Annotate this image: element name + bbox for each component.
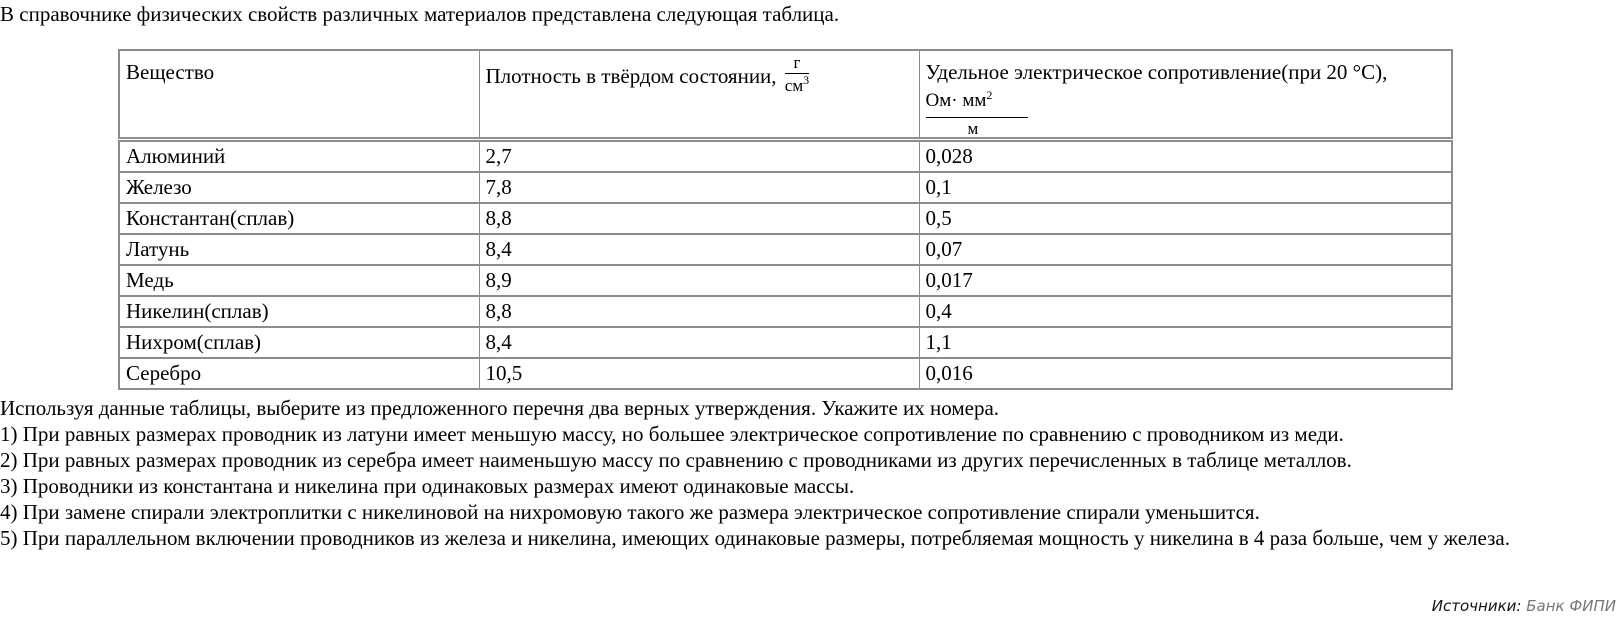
cell-resistivity: 0,07 xyxy=(919,234,1452,265)
table-row xyxy=(119,234,1452,265)
source-link[interactable]: Банк ФИПИ xyxy=(1526,597,1616,615)
source-label: Источники: xyxy=(1431,597,1522,615)
materials-properties-table xyxy=(118,49,1453,390)
cell-resistivity: 0,016 xyxy=(919,358,1452,389)
resistivity-unit-num-base: Ом· мм xyxy=(925,90,987,111)
table-header-row xyxy=(119,50,1452,140)
resistivity-unit-num-exp: 2 xyxy=(986,88,993,102)
table-row xyxy=(119,296,1452,327)
intro-text: В справочнике физических свойств различных материалов представлена следующая таблица. xyxy=(0,2,840,26)
density-unit-fraction xyxy=(785,54,809,94)
cell-density: 7,8 xyxy=(479,172,919,203)
cell-density: 8,9 xyxy=(479,265,919,296)
statement-5: 5) При параллельном включении проводников из железа и никелина, имеющих одинаковые размеры, потребляемая мощность у никелина в 4 раза больше, чем у железа. xyxy=(0,526,1510,550)
cell-density: 8,4 xyxy=(479,234,919,265)
cell-density: 10,5 xyxy=(479,358,919,389)
density-unit-den-exp: 3 xyxy=(803,73,810,87)
cell-resistivity: 0,1 xyxy=(919,172,1452,203)
header-density-label: Плотность в твёрдом состоянии, xyxy=(485,63,782,88)
cell-density: 8,4 xyxy=(479,327,919,358)
header-resistivity-label: Удельное электрическое сопротивление(при 20 °C), xyxy=(925,60,1388,84)
statement-2: 2) При равных размерах проводник из серебра имеет наименьшую массу по сравнению с проводниками из других перечисленных в таблице металлов. xyxy=(0,448,1352,472)
table-row xyxy=(119,265,1452,296)
task-prompt: Используя данные таблицы, выберите из предложенного перечня два верных утверждения. Укажите их номера. xyxy=(0,396,1000,420)
density-unit-denominator xyxy=(785,74,809,94)
statement-3: 3) Проводники из константана и никелина при одинаковых размерах имеют одинаковые массы. xyxy=(0,474,855,498)
table-row xyxy=(119,140,1452,173)
resistivity-unit-denominator: м xyxy=(967,119,979,138)
table-row xyxy=(119,203,1452,234)
cell-substance: Нихром(сплав) xyxy=(119,327,479,358)
cell-substance: Железо xyxy=(119,172,479,203)
table-row xyxy=(119,358,1452,389)
header-substance: Вещество xyxy=(119,50,479,140)
cell-substance: Латунь xyxy=(119,234,479,265)
cell-density: 8,8 xyxy=(479,296,919,327)
table-row xyxy=(119,327,1452,358)
cell-density: 2,7 xyxy=(479,140,919,173)
header-resistivity xyxy=(919,50,1452,140)
cell-substance: Медь xyxy=(119,265,479,296)
density-unit-numerator: г xyxy=(785,54,809,74)
resistivity-unit-numerator xyxy=(926,87,1028,118)
source-attribution xyxy=(1432,597,1616,615)
cell-resistivity: 0,017 xyxy=(919,265,1452,296)
cell-resistivity: 0,028 xyxy=(919,140,1452,173)
cell-substance: Серебро xyxy=(119,358,479,389)
statement-4: 4) При замене спирали электроплитки с никелиновой на нихромовую такого же размера электрическое сопротивление спирали уменьшится. xyxy=(0,500,1260,524)
header-density xyxy=(479,50,919,140)
cell-substance: Никелин(сплав) xyxy=(119,296,479,327)
cell-substance: Алюминий xyxy=(119,140,479,173)
cell-substance: Константан(сплав) xyxy=(119,203,479,234)
resistivity-unit-fraction xyxy=(926,87,1446,137)
cell-resistivity: 0,5 xyxy=(919,203,1452,234)
cell-density: 8,8 xyxy=(479,203,919,234)
cell-resistivity: 0,4 xyxy=(919,296,1452,327)
cell-resistivity: 1,1 xyxy=(919,327,1452,358)
density-unit-den-base: см xyxy=(784,76,804,95)
task-section xyxy=(0,395,1560,551)
statement-1: 1) При равных размерах проводник из латуни имеет меньшую массу, но большее электрическое сопротивление по сравнению с проводником из меди. xyxy=(0,422,1344,446)
table-row xyxy=(119,172,1452,203)
